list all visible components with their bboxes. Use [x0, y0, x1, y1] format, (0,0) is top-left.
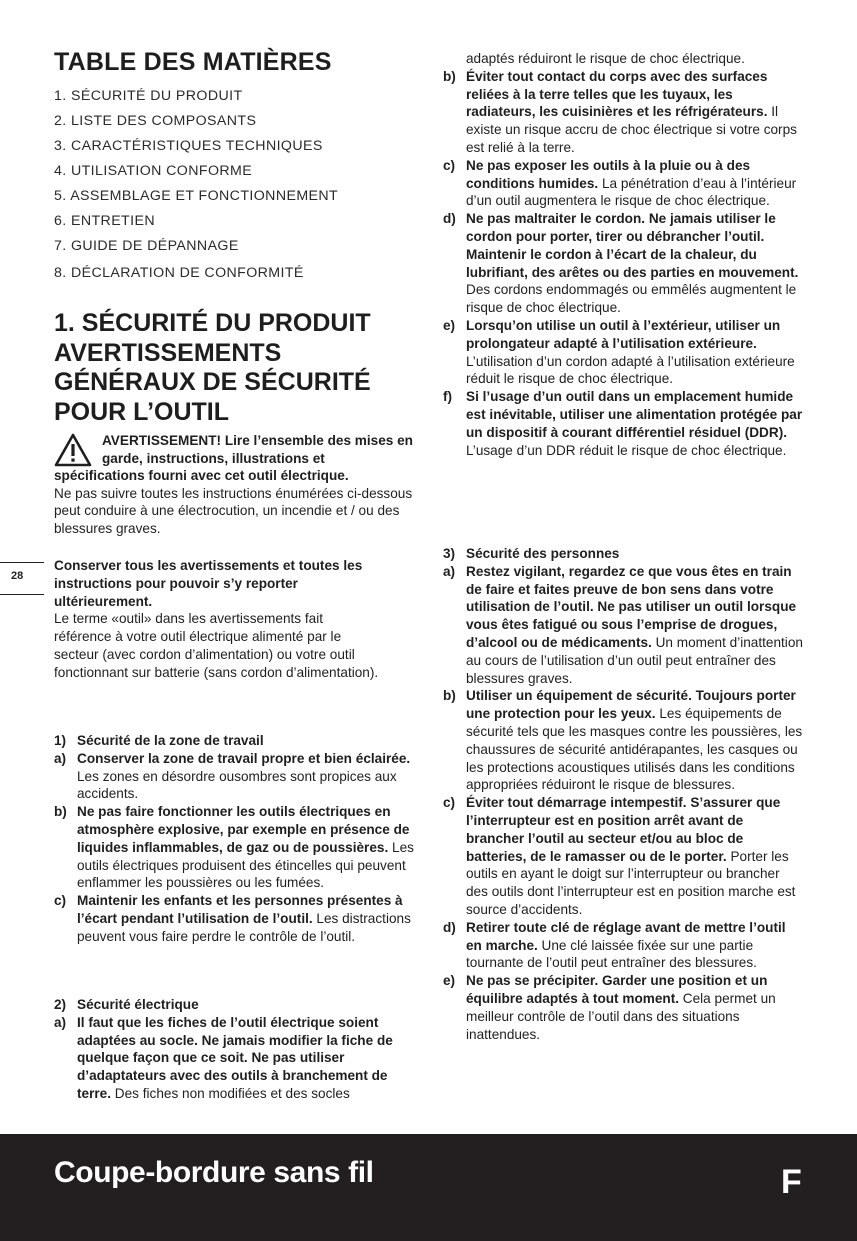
toc-list [54, 84, 338, 286]
warning-lead: AVERTISSEMENT! Lire l’ensemble des mises en garde, instructions, illustrations et [102, 433, 413, 466]
list-item: a) Il faut que les fiches de l’outil électrique soient adaptées au socle. Ne jamais modifier la fiche de quelque façon que ce soit. Ne pas utiliser d’adaptateurs avec des outils à branchement de terre. Des fiches non modifiées et des socles [54, 1014, 393, 1101]
list-item: d) Retirer toute clé de réglage avant de mettre l’outil en marche. Une clé laissée fixée sur une partie tournante de l’outil peut entraîner des blessures. [443, 919, 786, 971]
list-item: e) Lorsqu’on utilise un outil à l’extérieur, utiliser un prolongateur adapté à l’utilisation extérieure. L’utilisation d’un cordon adapté à l’utilisation extérieure réduit le risque de choc électrique. [443, 317, 795, 387]
page-number-rule [0, 562, 44, 563]
list-item: d) Ne pas maltraiter le cordon. Ne jamais utiliser le cordon pour porter, tirer ou débrancher l’outil. Maintenir le cordon à l’écart de la chaleur, du lubrifiant, des arêtes ou des parties en mouvement. Des cordons endommagés ou emmêlés augmentent le risque de choc électrique. [443, 211, 799, 316]
footer-language-letter: F [781, 1163, 802, 1201]
toc-item: 5. ASSEMBLAGE ET FONCTIONNEMENT [54, 188, 339, 204]
page-number: 28 [11, 570, 24, 582]
list-item: c) Éviter tout démarrage intempestif. S’assurer que l’interrupteur est en position arrêt avant de brancher l’outil au secteur et/ou au bloc de batteries, de le ramasser ou de le porter. Porter les outils en ayant le doigt sur l’interrupteur ou brancher des outils dont l’interrupteur est en position marche est source d’accidents. [443, 795, 796, 917]
keep-instructions-bold: Conserver tous les avertissements et toutes les instructions pour pouvoir s’y reporter ultérieurement. [54, 558, 363, 609]
section-title-line: GÉNÉRAUX DE SÉCURITÉ [54, 368, 371, 396]
page-number-rule [0, 594, 44, 595]
list-item: c) Maintenir les enfants et les personnes présentes à l’écart pendant l’utilisation de l’outil. Les distractions peuvent vous faire perdre le contrôle de l’outil. [54, 893, 411, 944]
keep-instructions [54, 557, 418, 682]
list-item-continuation: adaptés réduiront le risque de choc électrique. [466, 51, 745, 66]
toc-item: 4. UTILISATION CONFORME [54, 163, 253, 179]
warning-text: Ne pas suivre toutes les instructions énumérées ci-dessous peut conduire à une électrocution, un incendie et / ou des blessures graves. [54, 485, 413, 536]
list-item: e) Ne pas se précipiter. Garder une position et un équilibre adaptés à tout moment. Cela permet un meilleur contrôle de l’outil dans des situations inattendues. [443, 973, 776, 1042]
list-item: b) Ne pas faire fonctionner les outils électriques en atmosphère explosive, par exemple en présence de liquides inflammables, de gaz ou de poussières. Les outils électriques produisent des étincelles qui peuvent enflammer les poussières ou les fumées. [54, 804, 414, 891]
warning-triangle-icon [54, 433, 92, 467]
list-item: f) Si l’usage d’un outil dans un emplacement humide est inévitable, utiliser une alimentation protégée par un dispositif à courant différentiel résiduel (DDR). L’usage d’un DDR réduit le risque de choc électrique. [443, 389, 803, 458]
section-title-line: 1. SÉCURITÉ DU PRODUIT [54, 309, 371, 337]
section-heading: 3) Sécurité des personnes [443, 546, 620, 561]
warning-block [54, 432, 416, 538]
toc-item: 2. LISTE DES COMPOSANTS [54, 113, 257, 129]
list-item: c) Ne pas exposer les outils à la pluie ou à des conditions humides. La pénétration d’eau à l’intérieur d’un outil augmentera le risque de choc électrique. [443, 157, 797, 209]
section-title-line: POUR L’OUTIL [54, 397, 229, 426]
footer-product-title: Coupe-bordure sans fil [54, 1156, 374, 1189]
personal-safety-section [443, 545, 805, 1043]
electrical-section [54, 996, 416, 1103]
toc-item: 7. GUIDE DE DÉPANNAGE [54, 238, 239, 254]
warning-lead-cont: spécifications fourni avec cet outil électrique. [54, 468, 349, 484]
list-item: a) Conserver la zone de travail propre et bien éclairée. Les zones en désordre ousombres sont propices aux accidents. [54, 750, 411, 802]
section-title-line: AVERTISSEMENTS [54, 338, 282, 367]
list-item: a) Restez vigilant, regardez ce que vous êtes en train de faire et faites preuve de bon sens dans votre utilisation de l’outil. Ne pas utiliser un outil lorsque vous êtes fatigué ou sous l’emprise de drogues, d’alcool ou de médicaments. Un moment d’inattention au cours de l’utilisation d’un outil peut entraîner des blessures graves. [443, 563, 803, 686]
toc-title: TABLE DES MATIÈRES [54, 48, 332, 76]
list-item: b) Utiliser un équipement de sécurité. Toujours porter une protection pour les yeux. Les équipements de sécurité tels que les masques contre les poussières, les chaussures de sécurité antidérapantes, les casques ou les protections acoustiques utilisés dans les conditions appropriées réduiront le risque de blessures. [443, 688, 803, 793]
toc-item: 8. DÉCLARATION DE CONFORMITÉ [54, 265, 304, 281]
keep-instructions-text: Le terme «outil» dans les avertissements fait référence à votre outil électrique alimenté par le secteur (avec cordon d’alimentation) ou votre outil fonctionnant sur batterie (sans cordon d’alimentation). [54, 611, 379, 680]
toc-item: 3. CARACTÉRISTIQUES TECHNIQUES [54, 138, 323, 154]
toc-item: 6. ENTRETIEN [54, 213, 155, 229]
section-title [54, 309, 424, 427]
list-item: b) Éviter tout contact du corps avec des surfaces reliées à la terre telles que les tuyaux, les radiateurs, les cuisinières et les réfrigérateurs. Il existe un risque accru de choc électrique si votre corps est relié à la terre. [443, 68, 797, 155]
section-heading: 2) Sécurité électrique [54, 997, 199, 1012]
electrical-section-cont [443, 50, 805, 459]
toc-item: 1. SÉCURITÉ DU PRODUIT [54, 88, 243, 104]
work-area-section [54, 732, 416, 946]
section-heading: 1) Sécurité de la zone de travail [54, 733, 264, 748]
